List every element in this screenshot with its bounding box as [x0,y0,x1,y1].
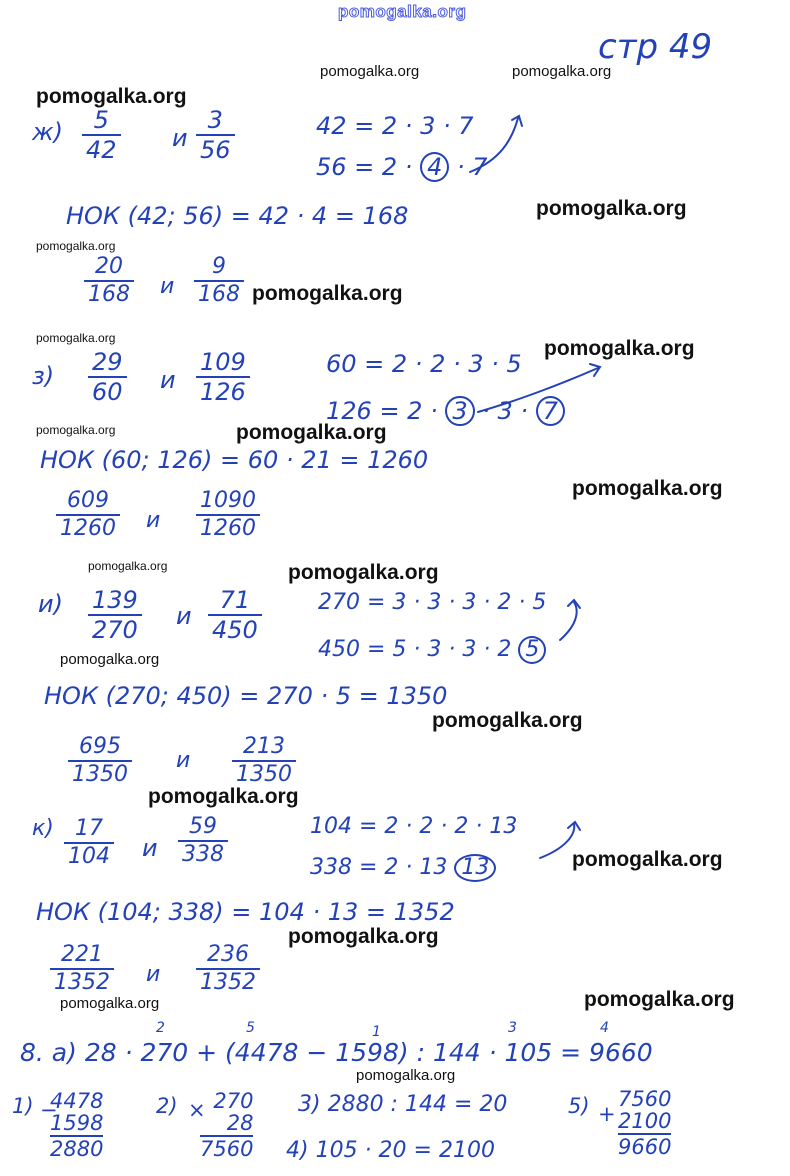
operand: 1598 [50,1111,104,1136]
step-line: 3) 2880 : 144 = 20 [298,1092,508,1117]
problem-label: к) [32,816,54,841]
order-mark: 1 [372,1024,381,1040]
conjunction: и [176,602,192,630]
watermark: pomogalka.org [88,559,168,573]
conjunction: и [146,508,161,533]
lcm-line: НОК (42; 56) = 42 · 4 = 168 [66,202,409,230]
numerator: 109 [200,348,246,376]
factorization: 60 = 2 · 2 · 3 · 5 [326,350,522,378]
watermark: pomogalka.org [36,331,116,345]
denominator: 1260 [196,514,260,540]
denominator: 126 [196,376,250,404]
denominator: 42 [82,134,121,162]
denominator: 1260 [56,514,120,540]
numerator: 9 [212,254,226,279]
numerator: 221 [61,942,103,967]
denominator: 270 [88,614,142,642]
lcm-line: НОК (270; 450) = 270 · 5 = 1350 [44,682,448,710]
denominator: 1352 [50,968,114,994]
watermark: pomogalka.org [236,421,387,444]
watermark: pomogalka.org [544,337,695,360]
problem-label: з) [32,362,55,390]
denominator: 1350 [232,760,296,786]
factorization-part: · 3 · [482,397,529,425]
operand: 4478 [50,1089,104,1113]
watermark: pomogalka.org [536,197,687,220]
watermark-top: pomogalka.org [338,2,467,21]
watermark: pomogalka.org [572,848,723,871]
denominator: 168 [84,280,134,306]
circled-factor: 13 [454,854,496,882]
watermark: pomogalka.org [60,995,160,1012]
numerator: 71 [219,586,251,614]
task-header: 8. а) 28 · 270 + (4478 − 1598) : 144 · 105 = 9660 [20,1038,653,1067]
denominator: 56 [196,134,235,162]
factorization-part: 338 = 2 · 13 [310,855,448,880]
denominator: 1352 [196,968,260,994]
denominator: 338 [178,840,228,866]
arrow-icon [478,368,598,412]
watermark: pomogalka.org [148,785,299,808]
numerator: 695 [79,734,121,759]
numerator: 29 [92,348,123,376]
problem-label: ж) [32,118,63,146]
factorization: 104 = 2 · 2 · 2 · 13 [310,814,518,839]
lcm-line: НОК (60; 126) = 60 · 21 = 1260 [40,446,429,474]
result: 9660 [618,1135,672,1160]
problem-label: и) [38,590,63,618]
conjunction: и [176,748,191,773]
step-label: 1) [12,1094,34,1118]
operand: 7560 [618,1087,672,1111]
factorization-part: 450 = 5 · 3 · 3 · 2 [318,637,512,662]
watermark: pomogalka.org [252,282,403,305]
operand: 28 [226,1111,254,1136]
watermark: pomogalka.org [36,85,187,108]
numerator: 59 [189,814,217,839]
order-mark: 4 [600,1020,609,1036]
watermark: pomogalka.org [572,477,723,500]
denominator: 104 [64,842,114,868]
step-operator: − [40,1098,58,1122]
page-label: стр 49 [598,27,713,67]
circled-factor: 7 [536,396,565,426]
numerator: 17 [75,816,103,841]
operand: 2100 [618,1109,672,1134]
conjunction: и [172,124,188,152]
order-mark: 5 [246,1020,255,1036]
numerator: 20 [95,254,123,279]
numerator: 3 [207,106,223,134]
numerator: 236 [207,942,249,967]
watermark: pomogalka.org [60,651,160,668]
watermark: pomogalka.org [36,423,116,437]
watermark: pomogalka.org [584,988,735,1011]
operand: 270 [213,1089,254,1113]
watermark: pomogalka.org [288,925,439,948]
arrow-icon [560,602,577,640]
circled-factor: 3 [445,396,474,426]
arrow-icon [470,118,518,172]
step-operator: + [598,1102,616,1126]
step-line: 4) 105 · 20 = 2100 [286,1138,495,1163]
order-mark: 2 [156,1020,165,1036]
numerator: 5 [93,106,109,134]
conjunction: и [160,366,176,394]
numerator: 213 [243,734,285,759]
denominator: 450 [208,614,262,642]
order-mark: 3 [508,1020,517,1036]
result: 7560 [200,1137,254,1162]
watermark: pomogalka.org [320,63,420,80]
step-label: 5) [568,1094,590,1118]
conjunction: и [160,274,175,299]
watermark: pomogalka.org [36,239,116,253]
step-label: 2) [156,1094,178,1118]
denominator: 1350 [68,760,132,786]
factorization: 42 = 2 · 3 · 7 [316,112,474,140]
watermark: pomogalka.org [512,63,612,80]
result: 2880 [50,1137,104,1162]
factorization-part: · 7 [457,153,488,181]
watermark: pomogalka.org [356,1067,456,1084]
factorization-part: 126 = 2 · [326,397,438,425]
watermark: pomogalka.org [288,561,439,584]
denominator: 168 [194,280,244,306]
circled-factor: 5 [518,636,546,664]
watermark: pomogalka.org [432,709,583,732]
circled-factor: 4 [420,152,449,182]
denominator: 60 [88,376,127,404]
lcm-line: НОК (104; 338) = 104 · 13 = 1352 [36,898,455,926]
numerator: 139 [92,586,138,614]
factorization: 270 = 3 · 3 · 3 · 2 · 5 [318,590,547,615]
numerator: 1090 [200,488,256,513]
conjunction: и [146,962,161,987]
conjunction: и [142,834,158,862]
step-operator: × [188,1098,206,1122]
factorization-part: 56 = 2 · [316,153,413,181]
numerator: 609 [67,488,109,513]
arrow-icon [540,824,574,858]
